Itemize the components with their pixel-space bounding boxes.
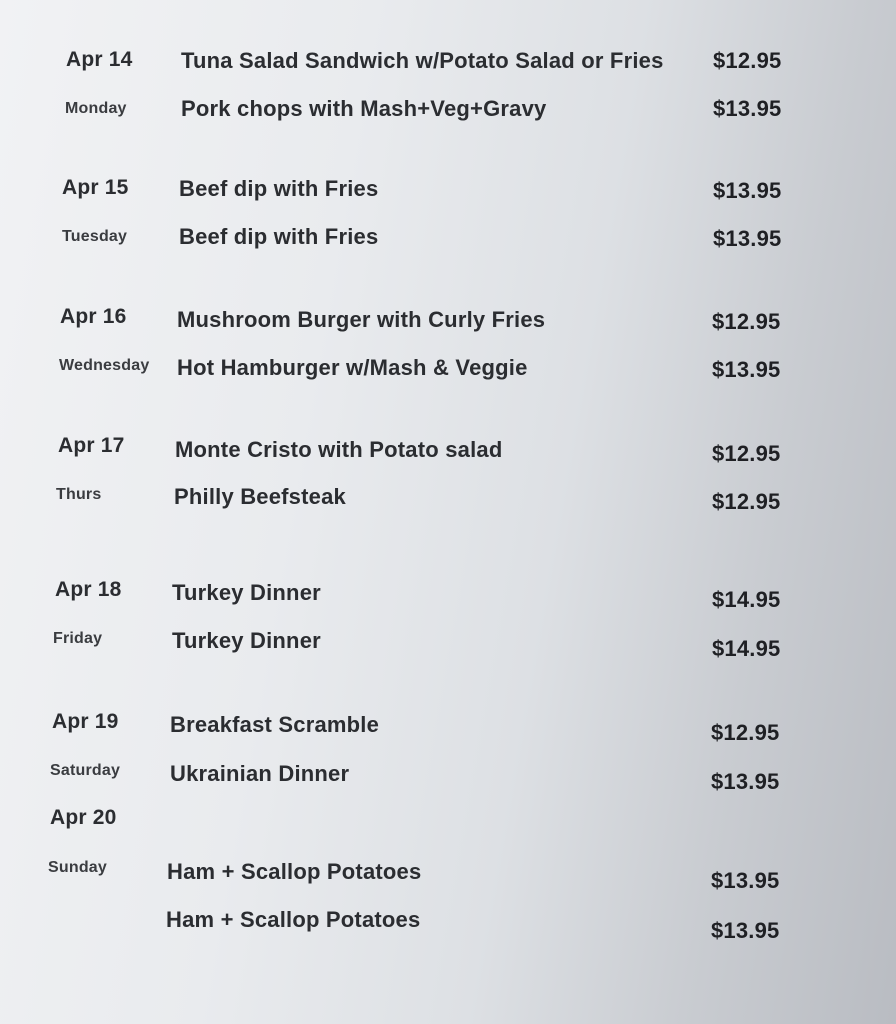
menu-item-price: $13.95: [711, 918, 780, 943]
menu-item-name: Ukrainian Dinner: [170, 761, 350, 786]
menu-item-price: $13.95: [711, 769, 780, 794]
menu-day: Tuesday: [62, 228, 128, 245]
menu-day: Monday: [65, 100, 127, 117]
menu-item-price: $12.95: [711, 720, 780, 745]
menu-item-name: Mushroom Burger with Curly Fries: [177, 307, 546, 332]
menu-item-price: $13.95: [713, 96, 782, 121]
menu-item-price: $13.95: [711, 868, 780, 893]
menu-date: Apr 19: [52, 710, 119, 733]
menu-item-name: Ham + Scallop Potatoes: [166, 907, 421, 932]
menu-day: Friday: [53, 630, 103, 647]
menu-item-name: Breakfast Scramble: [170, 712, 380, 737]
menu-item-name: Turkey Dinner: [172, 580, 321, 605]
menu-date: Apr 18: [55, 578, 122, 601]
menu-item-price: $12.95: [712, 309, 781, 334]
menu-item-price: $14.95: [712, 636, 781, 661]
menu-item-price: $13.95: [713, 178, 782, 203]
menu-item-price: $13.95: [712, 357, 781, 382]
menu-day: Sunday: [48, 859, 107, 876]
menu-item-name: Beef dip with Fries: [179, 176, 379, 201]
menu-item-price: $12.95: [713, 48, 782, 73]
menu-date: Apr 17: [58, 434, 125, 457]
menu-day: Thurs: [56, 486, 102, 503]
menu-item-name: Beef dip with Fries: [179, 224, 379, 249]
menu-date: Apr 16: [60, 305, 127, 328]
menu-date: Apr 15: [62, 176, 129, 199]
menu-item-price: $12.95: [712, 441, 781, 466]
menu-item-name: Philly Beefsteak: [174, 484, 346, 509]
menu-item-name: Ham + Scallop Potatoes: [167, 859, 422, 884]
menu-item-name: Tuna Salad Sandwich w/Potato Salad or Fries: [181, 48, 664, 73]
menu-day: Wednesday: [59, 357, 150, 374]
menu-item-price: $14.95: [712, 587, 781, 612]
menu-day: Saturday: [50, 762, 121, 779]
menu-item-price: $13.95: [713, 226, 782, 251]
menu-item-name: Pork chops with Mash+Veg+Gravy: [181, 96, 547, 121]
menu-date: Apr 20: [50, 806, 117, 829]
menu-date: Apr 14: [66, 48, 133, 71]
menu-item-name: Turkey Dinner: [172, 628, 321, 653]
menu-item-name: Monte Cristo with Potato salad: [175, 437, 503, 462]
menu-item-name: Hot Hamburger w/Mash & Veggie: [177, 355, 528, 380]
menu-item-price: $12.95: [712, 489, 781, 514]
